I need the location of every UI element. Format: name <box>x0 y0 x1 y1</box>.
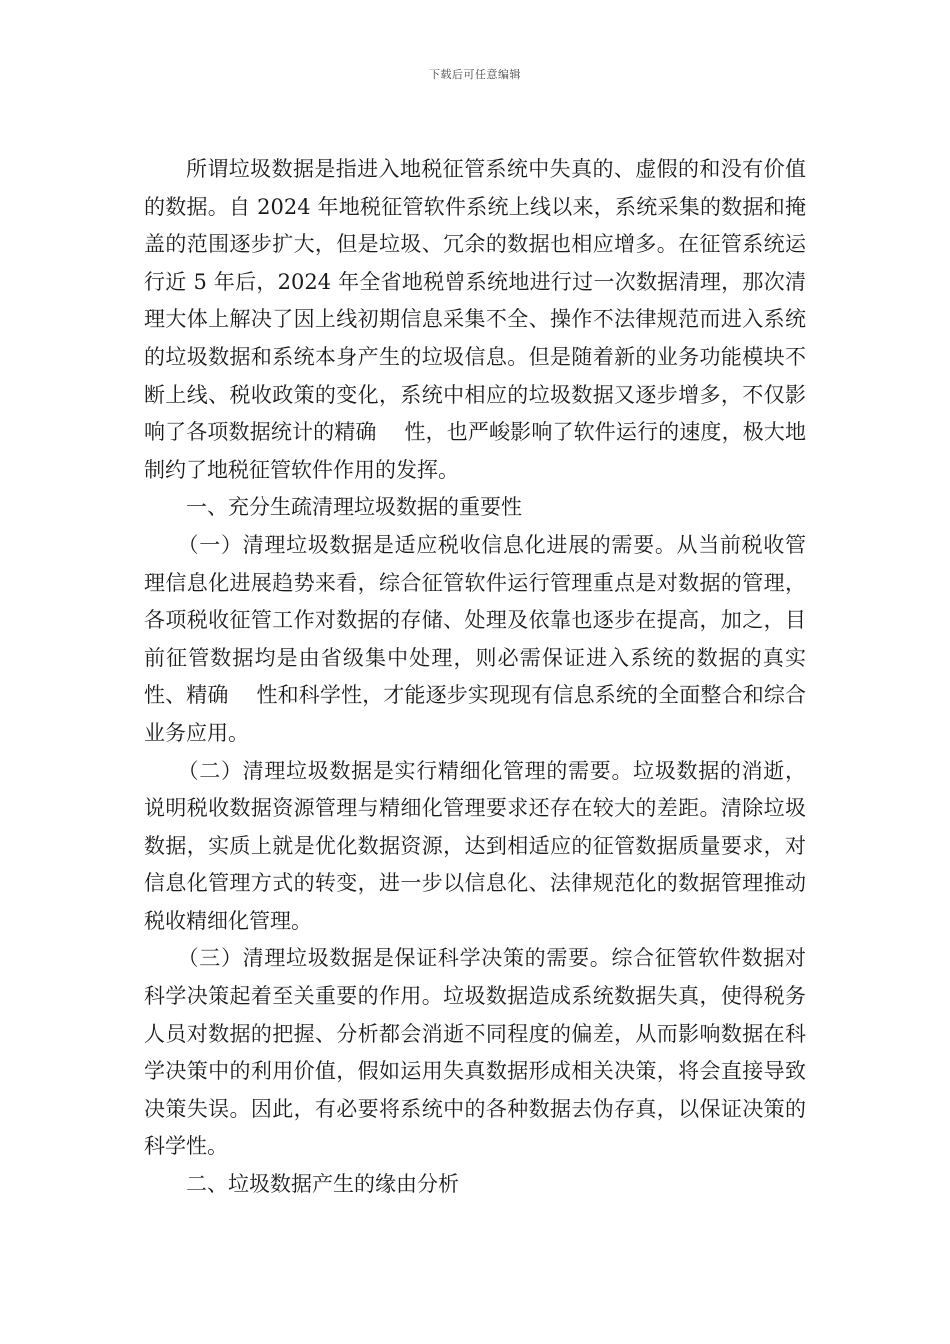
section-heading-2: 二、垃圾数据产生的缘由分析 <box>186 1172 459 1197</box>
intro-paragraph: 所谓垃圾数据是指进入地税征管系统中失真的、虚假的和没有价值的数据。自 2024 年地税征管软件系统上线以来，系统采集的数据和掩盖的范围逐步扩大，但是垃圾、冗余的数据也相应增多。在征管系统运行近 5 年后，2024 年全省地税曾系统地进行过一次数据清理，那次清理大体上解决了因上线初期信息采集不全、操作不法律规范而进入系统的垃圾数据和系统本身产生的垃圾信息。但是随着新的业务功能模块不断上线、税收政策的变化，系统中相应的垃圾数据又逐步增多，不仅影响了各项数据统计的精确 性，也严峻影响了软件运行的速度，极大地制约了地税征管软件作用的发挥。 <box>144 157 806 482</box>
section-heading-1: 一、充分生疏清理垃圾数据的重要性 <box>186 495 522 520</box>
document-body <box>144 151 806 1204</box>
page-header: 下载后可任意编辑 <box>429 68 521 81</box>
subsection-paragraph-1: （一）清理垃圾数据是适应税收信息化进展的需要。从当前税收管理信息化进展趋势来看，综合征管软件运行管理重点是对数据的管理，各项税收征管工作对数据的存储、处理及依靠也逐步在提高，加之，目前征管数据均是由省级集中处理，则必需保证进入系统的数据的真实性、精确 性和科学性，才能逐步实现现有信息系统的全面整合和综合业务应用。 <box>144 532 806 745</box>
subsection-paragraph-2: （二）清理垃圾数据是实行精细化管理的需要。垃圾数据的消逝，说明税收数据资源管理与精细化管理要求还存在较大的差距。清除垃圾数据，实质上就是优化数据资源，达到相适应的征管数据质量要求，对信息化管理方式的转变，进一步以信息化、法律规范化的数据管理推动税收精细化管理。 <box>144 758 806 933</box>
subsection-paragraph-3: （三）清理垃圾数据是保证科学决策的需要。综合征管软件数据对科学决策起着至关重要的作用。垃圾数据造成系统数据失真，使得税务人员对数据的把握、分析都会消逝不同程度的偏差，从而影响数据在科学决策中的利用价值，假如运用失真数据形成相关决策，将会直接导致决策失误。因此，有必要将系统中的各种数据去伪存真，以保证决策的科学性。 <box>144 946 806 1159</box>
